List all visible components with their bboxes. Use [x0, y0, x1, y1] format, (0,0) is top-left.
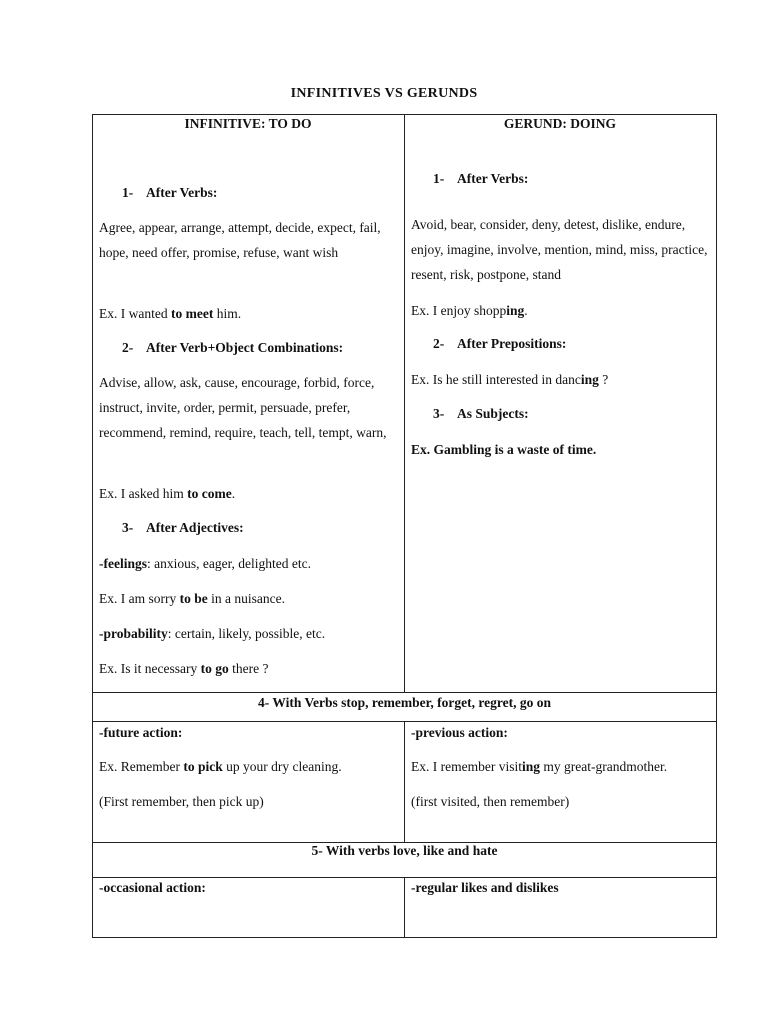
example-highlight: to pick — [183, 759, 223, 774]
probability-label: -probability — [99, 626, 168, 641]
example-text: Ex. I remember visit — [411, 759, 522, 774]
example-text: Ex. Remember — [99, 759, 184, 774]
section-number: 3- — [122, 520, 134, 535]
example-text: ? — [598, 372, 609, 387]
page-title: INFINITIVES VS GERUNDS — [290, 86, 478, 101]
feelings-text: : anxious, eager, delighted etc. — [147, 556, 312, 571]
example-highlight: ing — [521, 759, 540, 774]
future-action-label: -future action: — [99, 725, 183, 740]
infinitive-section-3-heading — [122, 520, 244, 536]
example-text: Ex. I am sorry — [99, 591, 180, 606]
gerund-section-3-heading — [433, 406, 529, 422]
gerund-heading: GERUND: DOING — [503, 116, 617, 131]
example-highlight: to go — [200, 661, 229, 676]
example-highlight: ing — [506, 303, 525, 318]
example-text: him. — [213, 306, 242, 321]
example-text: my great-grandmother. — [539, 759, 668, 774]
example-highlight: to meet — [170, 306, 214, 321]
future-action-example — [99, 758, 342, 775]
previous-action-note: (first visited, then remember) — [411, 794, 570, 809]
table-border-left — [92, 114, 93, 938]
section-title: After Verbs: — [146, 185, 218, 200]
previous-action-example — [411, 758, 667, 775]
section-title: After Adjectives: — [146, 520, 244, 535]
section-number: 2- — [433, 336, 445, 351]
occasional-action-label: -occasional action: — [99, 880, 206, 895]
example-text: . — [524, 303, 528, 318]
section-number: 1- — [433, 171, 445, 186]
section-4-heading: 4- With Verbs stop, remember, forget, regret, go on — [258, 695, 551, 710]
feelings-label: -feelings — [99, 556, 147, 571]
infinitive-example-2 — [99, 485, 235, 502]
example-highlight: to come — [187, 486, 232, 501]
future-action-note: (First remember, then pick up) — [99, 794, 264, 809]
gerund-example-3: Ex. Gambling is a waste of time. — [411, 442, 597, 457]
example-highlight: ing — [580, 372, 599, 387]
table-border-right — [716, 114, 717, 938]
example-text: Ex. I wanted — [99, 306, 171, 321]
regular-likes-label: -regular likes and dislikes — [411, 880, 559, 895]
section-title: After Verb+Object Combinations: — [146, 340, 344, 355]
example-text: Ex. I asked him — [99, 486, 188, 501]
section-number: 1- — [122, 185, 134, 200]
gerund-example-2 — [411, 371, 608, 388]
section-number: 2- — [122, 340, 134, 355]
verb-object-list: Advise, allow, ask, cause, encourage, forbid, force, instruct, invite, order, permit, persuade, prefer, recommend, remind, require, teach, tell, tempt, warn, — [99, 375, 387, 440]
column-divider-sec4 — [404, 721, 405, 843]
feelings-line — [99, 555, 311, 572]
section-title: After Verbs: — [457, 171, 529, 186]
gerund-verbs-list: Avoid, bear, consider, deny, detest, dislike, endure, enjoy, imagine, involve, mention, mind, miss, practice, resent, risk, postpone, stand — [411, 217, 708, 282]
example-highlight: to be — [179, 591, 208, 606]
example-text: . — [231, 486, 236, 501]
section-title: As Subjects: — [457, 406, 529, 421]
example-text: Ex. I enjoy shopp — [411, 303, 507, 318]
example-text: in a nuisance. — [207, 591, 285, 606]
infinitive-example-3 — [99, 590, 285, 607]
column-divider-top — [404, 114, 405, 693]
probability-text: : certain, likely, possible, etc. — [167, 626, 326, 641]
gerund-section-1-heading — [433, 171, 528, 187]
example-text: Ex. Is it necessary — [99, 661, 201, 676]
infinitive-example-4 — [99, 660, 268, 677]
infinitive-section-1-heading — [122, 185, 217, 201]
section-5-heading: 5- With verbs love, like and hate — [311, 843, 498, 858]
probability-line — [99, 625, 325, 642]
example-text: there ? — [228, 661, 269, 676]
column-divider-sec5 — [404, 877, 405, 938]
section-title: After Prepositions: — [457, 336, 567, 351]
infinitive-heading: INFINITIVE: TO DO — [184, 116, 312, 131]
gerund-example-1 — [411, 302, 528, 319]
infinitive-example-1 — [99, 305, 241, 322]
example-text: Ex. Is he still interested in danc — [411, 372, 581, 387]
previous-action-label: -previous action: — [411, 725, 508, 740]
gerund-section-2-heading — [433, 336, 566, 352]
section-number: 3- — [433, 406, 445, 421]
infinitive-verbs-list: Agree, appear, arrange, attempt, decide, expect, fail, hope, need offer, promise, refuse, want wish — [99, 220, 381, 260]
infinitive-section-2-heading — [122, 340, 343, 356]
example-text: up your dry cleaning. — [222, 759, 342, 774]
